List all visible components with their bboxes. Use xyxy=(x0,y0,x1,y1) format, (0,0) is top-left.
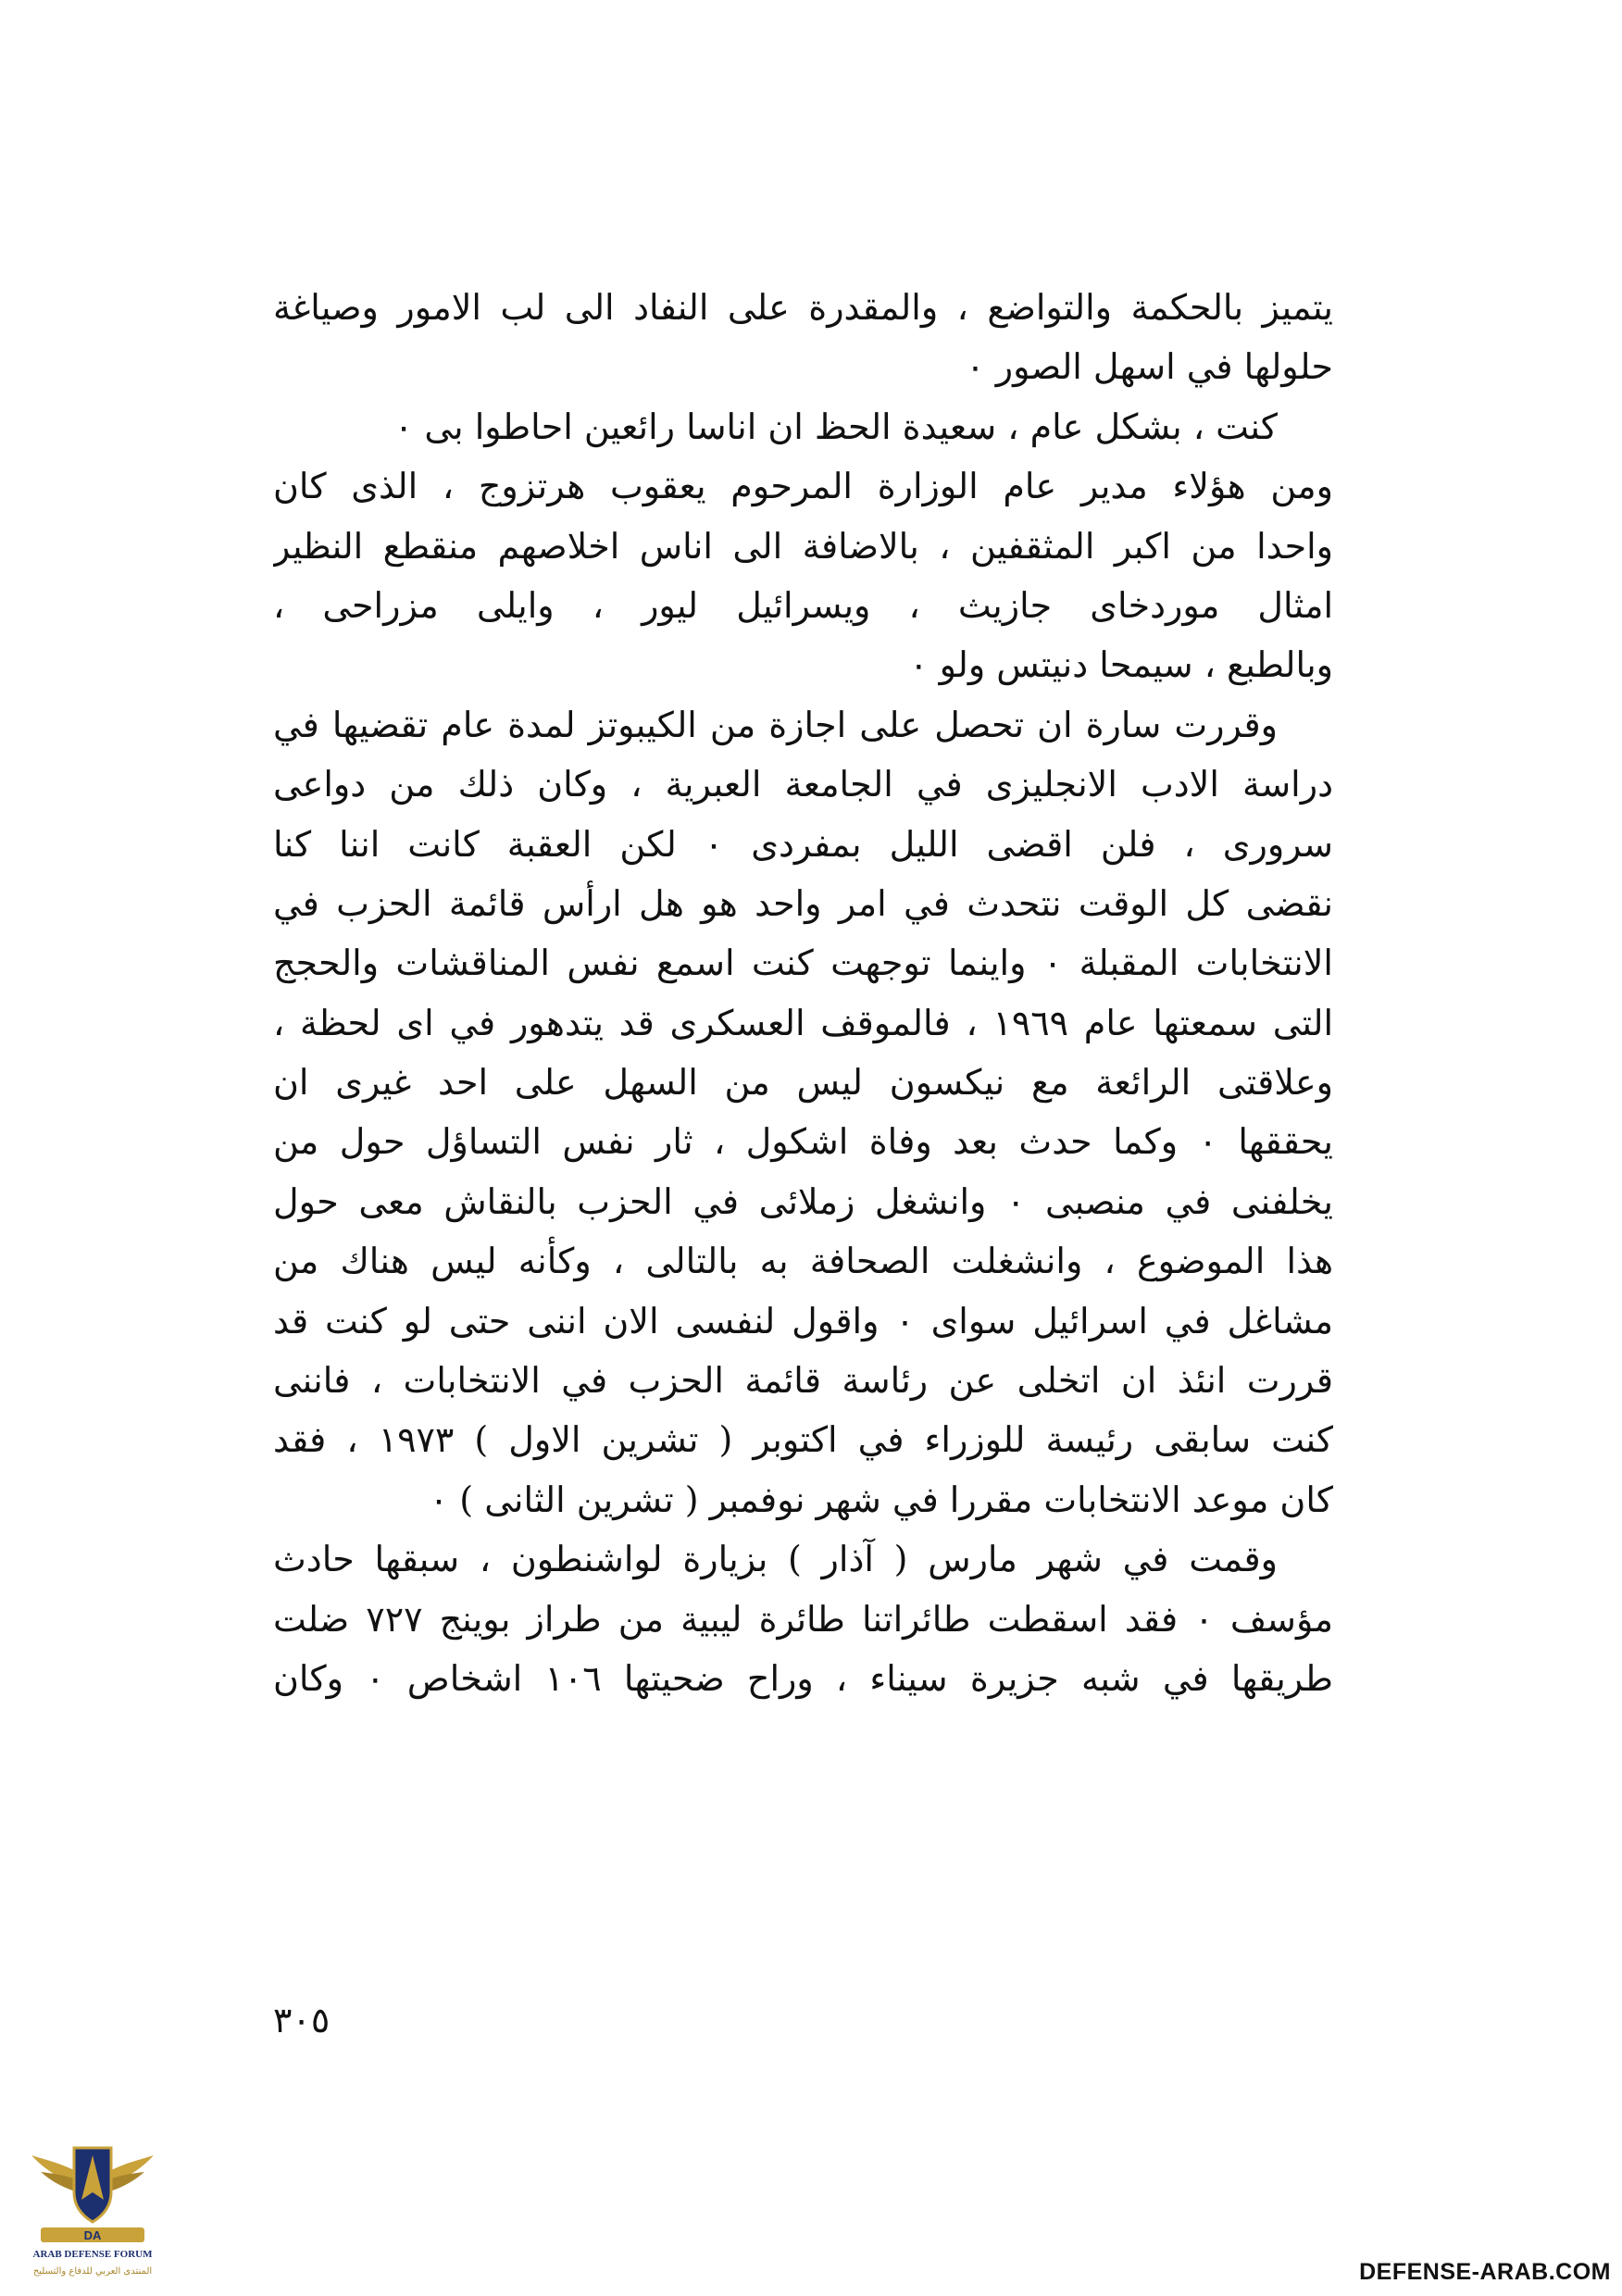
book-page-body xyxy=(273,278,1333,1708)
text-line: الانتخابات المقبلة ٠ واينما توجهت كنت اسمع نفس المناقشات والحجج xyxy=(273,942,1333,984)
text-line: قررت انئذ ان اتخلى عن رئاسة قائمة الحزب في الانتخابات ، فاننى xyxy=(273,1360,1333,1402)
text-line: ومن هؤلاء مدير عام الوزارة المرحوم يعقوب هرتزوج ، الذى كان xyxy=(273,466,1333,507)
text-line: حلولها في اسهل الصور ٠ xyxy=(966,346,1333,388)
text-line: طريقها في شبه جزيرة سيناء ، وراح ضحيتها ١٠٦ اشخاص ٠ وكان xyxy=(273,1657,1333,1699)
text-line: امثال موردخاى جازيث ، ويسرائيل ليور ، وايلى مزراحى ، xyxy=(273,584,1333,626)
text-line: يخلفنى في منصبى ٠ وانشغل زملائى في الحزب بالنقاش معى حول xyxy=(273,1180,1333,1222)
site-watermark: DEFENSE-ARAB.COM xyxy=(1359,2259,1611,2285)
text-line: وعلاقتى الرائعة مع نيكسون ليس من السهل على احد غيرى ان xyxy=(273,1062,1333,1104)
text-line: دراسة الادب الانجليزى في الجامعة العبرية ، وكان ذلك من دواعى xyxy=(273,764,1333,805)
text-line: واحدا من اكبر المثقفين ، بالاضافة الى اناس اخلاصهم منقطع النظير xyxy=(273,525,1333,567)
text-line: كان موعد الانتخابات مقررا في شهر نوفمبر ( تشرين الثانى ) ٠ xyxy=(429,1479,1333,1520)
text-line: كنت سابقى رئيسة للوزراء في اكتوبر ( تشرين الاول ) ١٩٧٣ ، فقد xyxy=(273,1419,1333,1461)
page-number: ٣٠٥ xyxy=(273,2000,331,2040)
text-line: كنت ، بشكل عام ، سعيدة الحظ ان اناسا رائعين احاطوا بى ٠ xyxy=(393,406,1278,447)
text-line: وقررت سارة ان تحصل على اجازة من الكيبوتز لمدة عام تقضيها في xyxy=(273,704,1278,745)
text-line: التى سمعتها عام ١٩٦٩ ، فالموقف العسكرى قد يتدهور في اى لحظة ، xyxy=(273,1002,1333,1043)
text-line: هذا الموضوع ، وانشغلت الصحافة به بالتالى ، وكأنه ليس هناك من xyxy=(273,1241,1333,1282)
text-line: مؤسف ٠ فقد اسقطت طائراتنا طائرة ليبية من طراز بوينج ٧٢٧ ضلت xyxy=(273,1598,1333,1640)
text-line: يتميز بالحكمة والتواضع ، والمقدرة على النفاد الى لب الامور وصياغة xyxy=(273,287,1333,328)
text-line: نقضى كل الوقت نتحدث في امر واحد هو هل ارأس قائمة الحزب في xyxy=(273,882,1333,924)
logo-name: ARAB DEFENSE FORUM xyxy=(32,2249,153,2260)
logo-abbrev: DA xyxy=(83,2228,102,2242)
text-line: يحققها ٠ وكما حدث بعد وفاة اشكول ، ثار نفس التساؤل حول من xyxy=(273,1121,1333,1163)
text-line: سرورى ، فلن اقضى الليل بمفردى ٠ لكن العقبة كانت اننا كنا xyxy=(273,823,1333,865)
text-line: مشاغل في اسرائيل سواى ٠ واقول لنفسى الان اننى حتى لو كنت قد xyxy=(273,1300,1333,1341)
text-line: وبالطبع ، سيمحا دنيتس ولو ٠ xyxy=(909,644,1333,686)
text-line: وقمت في شهر مارس ( آذار ) بزيارة لواشنطون ، سبقها حادث xyxy=(273,1539,1278,1580)
logo-arabic: المنتدى العربي للدفاع والتسليح xyxy=(32,2266,153,2277)
forum-logo-icon xyxy=(28,2128,157,2285)
